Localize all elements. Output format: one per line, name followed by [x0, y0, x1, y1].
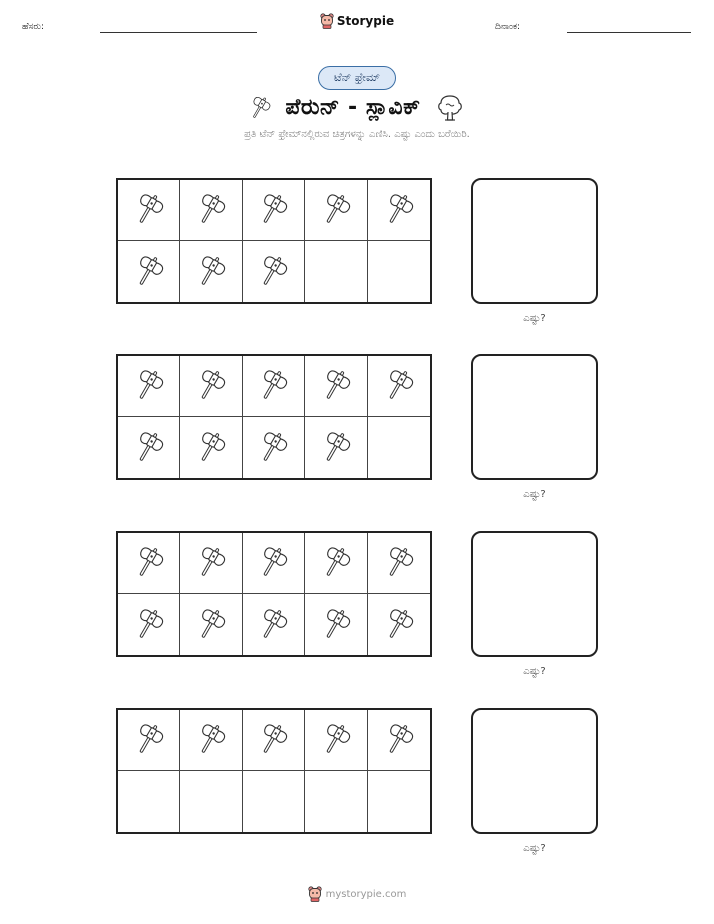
storypie-mascot-icon — [320, 13, 334, 29]
axe-icon — [384, 543, 414, 583]
ten-frame-cell — [305, 356, 367, 417]
ten-frame-cell — [368, 710, 430, 771]
ten-frame-cell — [368, 356, 430, 417]
answer-box[interactable] — [471, 708, 598, 834]
page-title: ಪೆರುನ್ - ಸ್ಲಾವಿಕ್ — [285, 94, 421, 120]
axe-icon — [258, 428, 288, 468]
ten-frame — [116, 178, 432, 304]
axe-icon — [258, 543, 288, 583]
ten-frame-cell — [243, 241, 305, 302]
ten-frame-cell — [305, 417, 367, 478]
name-label: ಹೆಸರು: — [22, 22, 45, 32]
ten-frame-cell — [180, 594, 242, 655]
axe-icon — [249, 93, 271, 121]
axe-icon — [196, 605, 226, 645]
axe-icon — [258, 366, 288, 406]
ten-frame-cell — [180, 356, 242, 417]
axe-icon — [321, 543, 351, 583]
axe-icon — [134, 543, 164, 583]
ten-frame-cell — [243, 356, 305, 417]
ten-frame — [116, 354, 432, 480]
axe-icon — [321, 366, 351, 406]
ten-frame-cell — [243, 533, 305, 594]
brand-name: Storypie — [336, 14, 395, 28]
name-field[interactable] — [100, 32, 257, 33]
footer-url[interactable]: mystorypie.com — [325, 888, 407, 900]
axe-icon — [321, 190, 351, 230]
axe-icon — [196, 252, 226, 292]
ten-frame-cell — [368, 771, 430, 832]
how-many-label: ಎಷ್ಟು? — [523, 666, 546, 677]
axe-icon — [384, 190, 414, 230]
ten-frame-cell — [243, 710, 305, 771]
axe-icon — [196, 190, 226, 230]
storypie-mascot-icon — [308, 886, 322, 902]
axe-icon — [134, 720, 164, 760]
ten-frame-cell — [305, 594, 367, 655]
ten-frame-cell — [118, 710, 180, 771]
answer-box[interactable] — [471, 531, 598, 657]
axe-icon — [384, 605, 414, 645]
axe-icon — [384, 720, 414, 760]
axe-icon — [196, 366, 226, 406]
axe-icon — [134, 366, 164, 406]
ten-frame-cell — [368, 180, 430, 241]
ten-frame-cell — [243, 417, 305, 478]
ten-frame-cell — [180, 417, 242, 478]
ten-frame-cell — [180, 533, 242, 594]
brand-logo — [0, 13, 714, 29]
tree-icon — [435, 92, 465, 122]
axe-icon — [258, 605, 288, 645]
ten-frame-badge: ಟೆನ್ ಫ್ರೇಮ್ — [318, 66, 396, 90]
footer — [0, 886, 714, 902]
ten-frame-cell — [243, 771, 305, 832]
ten-frame-cell — [118, 533, 180, 594]
ten-frame-cell — [118, 180, 180, 241]
title-row — [0, 90, 714, 124]
date-field[interactable] — [567, 32, 691, 33]
ten-frame-cell — [180, 710, 242, 771]
ten-frame-cell — [118, 241, 180, 302]
axe-icon — [258, 190, 288, 230]
ten-frame — [116, 708, 432, 834]
axe-icon — [196, 543, 226, 583]
ten-frame-cell — [305, 533, 367, 594]
ten-frame-cell — [118, 594, 180, 655]
ten-frame-cell — [305, 771, 367, 832]
ten-frame-cell — [118, 417, 180, 478]
axe-icon — [134, 190, 164, 230]
axe-icon — [384, 366, 414, 406]
ten-frame-cell — [368, 533, 430, 594]
ten-frame-cell — [118, 771, 180, 832]
ten-frame-cell — [243, 180, 305, 241]
axe-icon — [321, 428, 351, 468]
axe-icon — [134, 252, 164, 292]
axe-icon — [196, 720, 226, 760]
axe-icon — [321, 720, 351, 760]
how-many-label: ಎಷ್ಟು? — [523, 313, 546, 324]
ten-frame-cell — [180, 180, 242, 241]
answer-box[interactable] — [471, 178, 598, 304]
date-label: ದಿನಾಂಕ: — [495, 22, 521, 32]
ten-frame-cell — [243, 594, 305, 655]
answer-box[interactable] — [471, 354, 598, 480]
axe-icon — [258, 252, 288, 292]
ten-frame-cell — [368, 594, 430, 655]
ten-frame-cell — [368, 417, 430, 478]
how-many-label: ಎಷ್ಟು? — [523, 843, 546, 854]
how-many-label: ಎಷ್ಟು? — [523, 489, 546, 500]
ten-frame-cell — [180, 241, 242, 302]
axe-icon — [134, 428, 164, 468]
instructions: ಪ್ರತಿ ಟೆನ್ ಫ್ರೇಮ್‌ನಲ್ಲಿರುವ ಚಿತ್ರಗಳನ್ನು ಎಣಿಸಿ. ಎಷ್ಟು ಎಂದು ಬರೆಯಿರಿ. — [244, 129, 470, 140]
ten-frame-cell — [305, 180, 367, 241]
axe-icon — [258, 720, 288, 760]
ten-frame-cell — [368, 241, 430, 302]
axe-icon — [134, 605, 164, 645]
axe-icon — [321, 605, 351, 645]
ten-frame — [116, 531, 432, 657]
ten-frame-cell — [305, 241, 367, 302]
ten-frame-cell — [305, 710, 367, 771]
axe-icon — [196, 428, 226, 468]
ten-frame-cell — [118, 356, 180, 417]
ten-frame-cell — [180, 771, 242, 832]
